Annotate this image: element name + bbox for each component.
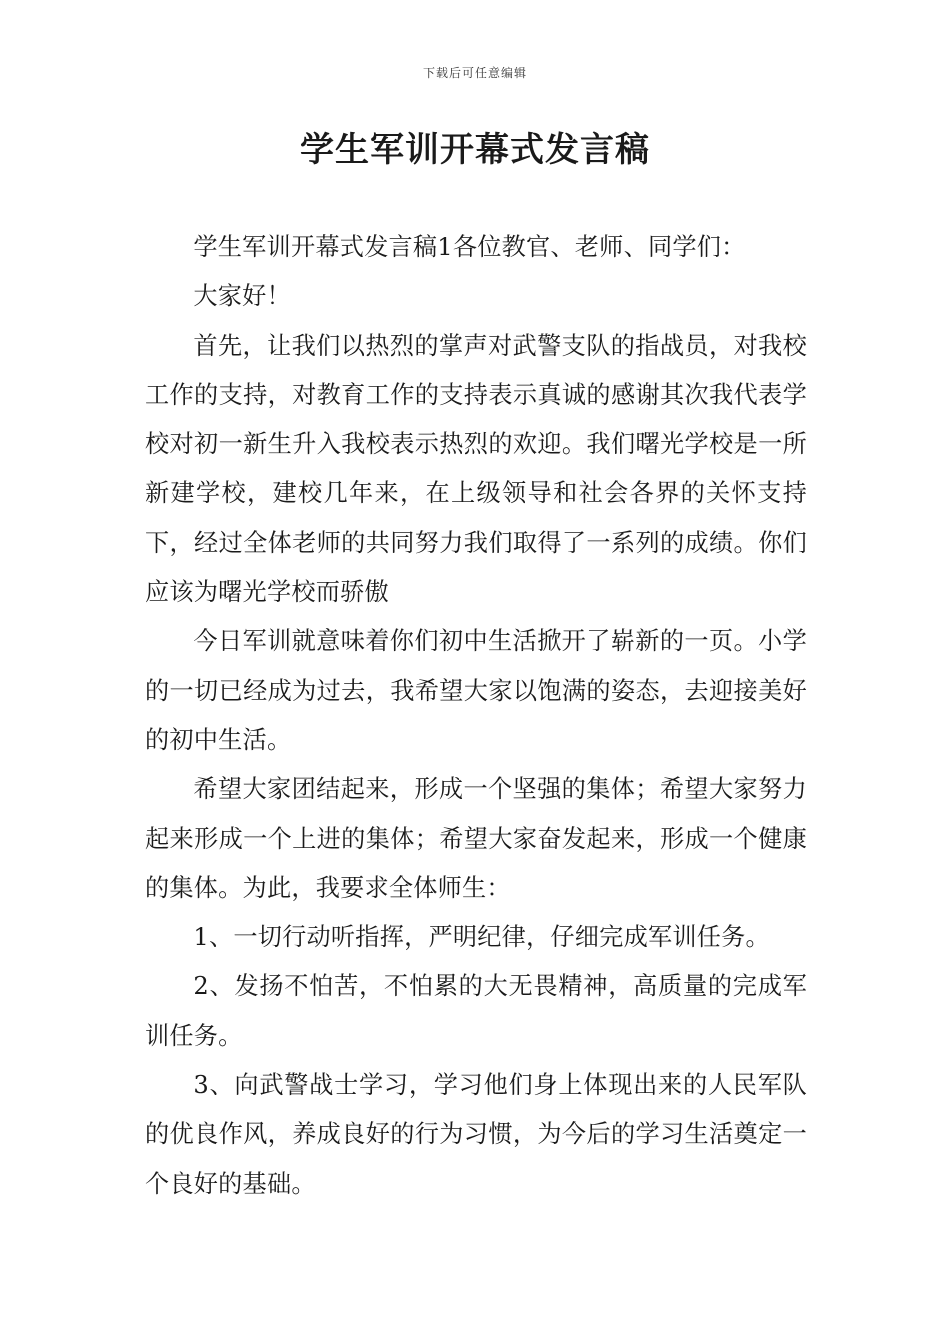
document-body	[145, 223, 807, 1209]
header-note: 下载后可任意编辑	[422, 66, 527, 80]
paragraph-unity: 希望大家团结起来，形成一个坚强的集体；希望大家努力起来形成一个上进的集体；希望大家奋发起来，形成一个健康的集体。为此，我要求全体师生：	[145, 775, 807, 902]
paragraph-hello: 大家好！	[193, 282, 291, 311]
paragraph-greeting: 学生军训开幕式发言稿1各位教官、老师、同学们：	[193, 233, 746, 261]
paragraph-requirement-1: 1、一切行动听指挥，严明纪律，仔细完成军训任务。	[193, 923, 770, 952]
document-title: 学生军训开幕式发言稿	[300, 130, 650, 170]
paragraph-thanks: 首先，让我们以热烈的掌声对武警支队的指战员，对我校工作的支持，对教育工作的支持表示真诚的感谢其次我代表学校对初一新生升入我校表示热烈的欢迎。我们曙光学校是一所新建学校，建校几年来，在上级领导和社会各界的关怀支持下，经过全体老师的共同努力我们取得了一系列的成绩。你们应该为曙光学校而骄傲	[145, 331, 807, 607]
paragraph-new-page: 今日军训就意味着你们初中生活掀开了崭新的一页。小学的一切已经成为过去，我希望大家以饱满的姿态，去迎接美好的初中生活。	[145, 627, 807, 754]
paragraph-requirement-2: 2、发扬不怕苦，不怕累的大无畏精神，高质量的完成军训任务。	[145, 972, 807, 1050]
paragraph-requirement-3: 3、向武警战士学习，学习他们身上体现出来的人民军队的优良作风，养成良好的行为习惯，为今后的学习生活奠定一个良好的基础。	[145, 1071, 807, 1198]
